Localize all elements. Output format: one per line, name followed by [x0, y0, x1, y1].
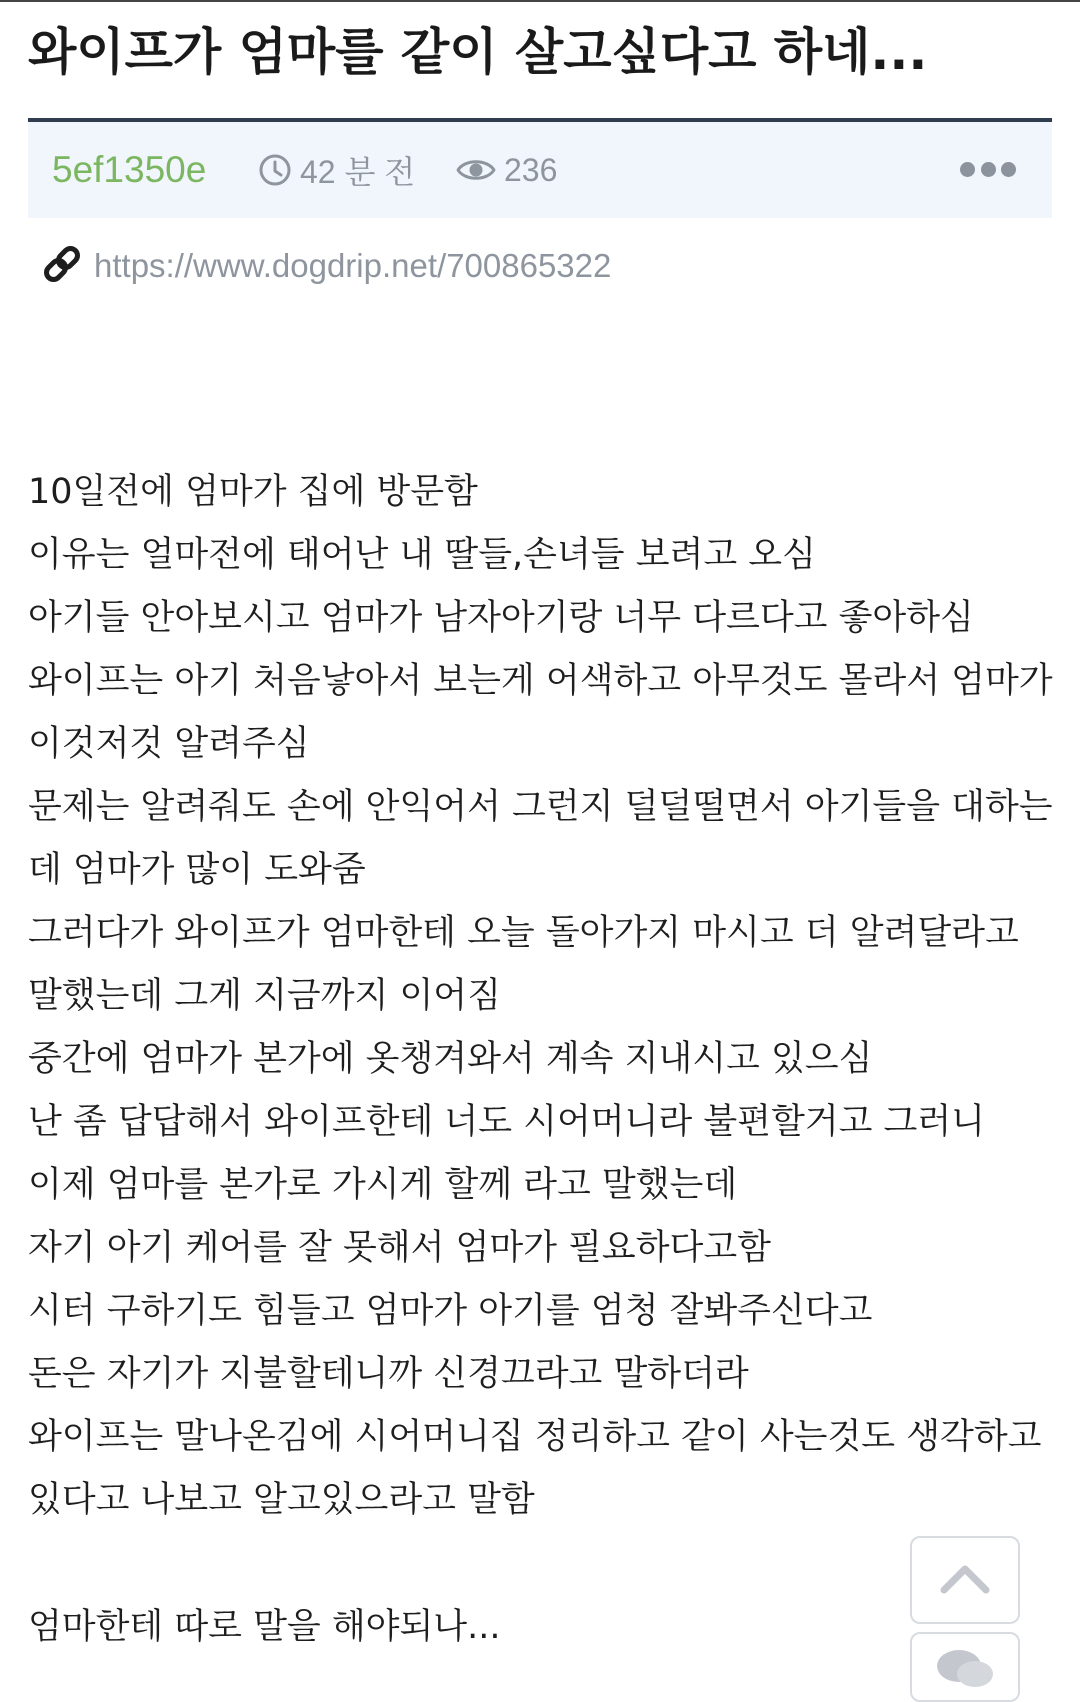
- link-icon: [40, 242, 84, 290]
- body-line: 난 좀 답답해서 와이프한테 너도 시어머니라 불편할거고 그러니: [28, 1102, 985, 1142]
- body-line: 아기들 안아보시고 엄마가 남자아기랑 너무 다르다고 좋아하심: [28, 598, 974, 638]
- body-line: 이유는 얼마전에 태어난 내 딸들,손녀들 보려고 오심: [28, 535, 816, 575]
- body-line: 돈은 자기가 지불할테니까 신경끄라고 말하더라: [28, 1354, 749, 1394]
- post-time: [258, 122, 415, 218]
- author-name[interactable]: 5ef1350e: [52, 149, 207, 190]
- post-views: [456, 122, 557, 218]
- comments-button[interactable]: [910, 1632, 1020, 1702]
- body-line: 시터 구하기도 힘들고 엄마가 아기를 엄청 잘봐주신다고: [28, 1291, 873, 1331]
- more-dots-icon: [960, 162, 975, 177]
- chevron-up-icon: [939, 1561, 991, 1599]
- body-line: 그러다가 와이프가 엄마한테 오늘 돌아가지 마시고 더 알려달라고: [28, 913, 1019, 953]
- body-line: 문제는 알려줘도 손에 안익어서 그런지 덜덜떨면서 아기들을 대하는: [28, 787, 1053, 827]
- body-line: 자기 아기 케어를 잘 못해서 엄마가 필요하다고함: [28, 1228, 771, 1268]
- body-line: 데 엄마가 많이 도와줌: [28, 850, 366, 890]
- time-ago-text: 42 분 전: [300, 154, 416, 190]
- body-line: 와이프는 아기 처음낳아서 보는게 어색하고 아무것도 몰라서 엄마가: [28, 661, 1053, 701]
- body-line: 있다고 나보고 알고있으라고 말함: [28, 1480, 535, 1520]
- body-line: 이제 엄마를 본가로 가시게 할께 라고 말했는데: [28, 1165, 738, 1205]
- body-line: 이것저것 알려주심: [28, 724, 310, 764]
- post-title: 와이프가 엄마를 같이 살고싶다고 하네...: [28, 23, 928, 81]
- body-line: 중간에 엄마가 본가에 옷챙겨와서 계속 지내시고 있으심: [28, 1039, 873, 1079]
- eye-icon: [456, 155, 496, 185]
- body-line: 말했는데 그게 지금까지 이어짐: [28, 976, 501, 1016]
- post-url-link[interactable]: https://www.dogdrip.net/700865322: [94, 247, 612, 284]
- body-line: 10일전에 엄마가 집에 방문함: [28, 472, 478, 512]
- closing-line: 엄마한테 따로 말을 해야되나...: [28, 1607, 501, 1647]
- view-count: 236: [504, 151, 558, 188]
- body-line: 와이프는 말나온김에 시어머니집 정리하고 같이 사는것도 생각하고: [28, 1417, 1042, 1457]
- post-meta-bar: [28, 122, 1052, 218]
- post-link-row: [40, 238, 611, 294]
- top-border: [0, 0, 1080, 2]
- comment-bubbles-icon: [933, 1646, 997, 1694]
- more-options-button[interactable]: [960, 156, 1016, 182]
- post-body: [28, 461, 1058, 1532]
- scroll-to-top-button[interactable]: [910, 1536, 1020, 1624]
- clock-icon: [258, 153, 292, 187]
